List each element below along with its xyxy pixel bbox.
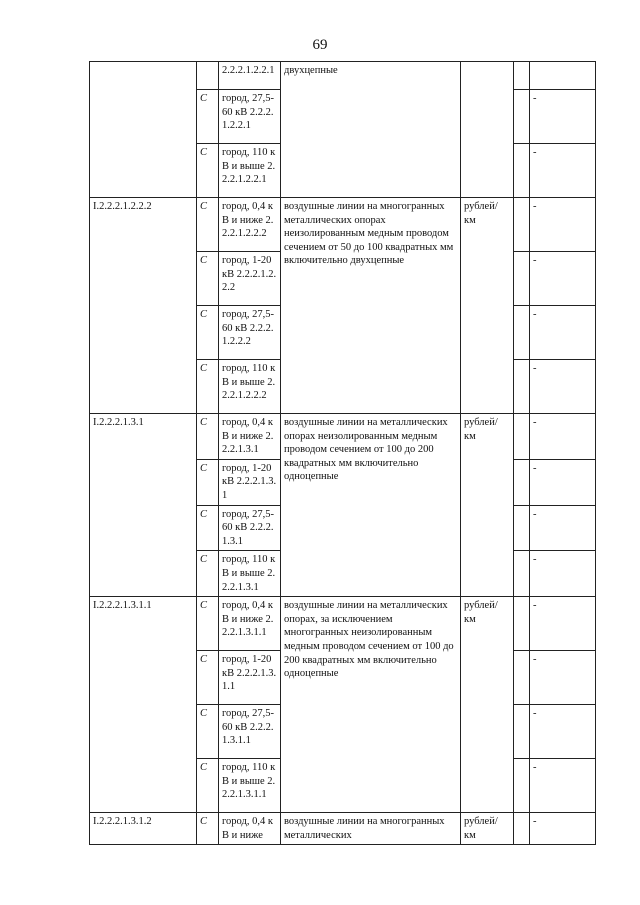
row-empty-cell <box>514 198 530 252</box>
row-value: - <box>530 505 596 551</box>
row-mode: город, 27,5-60 кВ 2.2.2.1.3.1 <box>219 505 281 551</box>
row-category: С <box>197 252 219 306</box>
row-empty-cell <box>514 459 530 505</box>
row-category: С <box>197 813 219 845</box>
row-value: - <box>530 360 596 414</box>
row-value <box>530 62 596 90</box>
row-description: воздушные линии на металлических опорах неизолированным медным проводом сечением от 100 до 200 квадратных мм включительно одноцепные <box>281 414 461 597</box>
row-category: С <box>197 90 219 144</box>
row-empty-cell <box>514 62 530 90</box>
row-category: С <box>197 198 219 252</box>
row-empty-cell <box>514 651 530 705</box>
row-mode: город, 110 кВ и выше 2.2.2.1.3.1.1 <box>219 759 281 813</box>
row-empty-cell <box>514 306 530 360</box>
row-description: двухцепные <box>281 62 461 198</box>
row-category <box>197 62 219 90</box>
row-description: воздушные линии на многогранных металлических опорах неизолированным медным проводом сечением от 50 до 100 квадратных мм включительно двухцепные <box>281 198 461 414</box>
row-unit: рублей/ км <box>461 597 514 813</box>
table-row <box>90 198 596 252</box>
row-code: I.2.2.2.1.3.1.1 <box>90 597 197 813</box>
row-description: воздушные линии на металлических опорах, за исключением многогранных неизолированным медным проводом сечением от 100 до 200 квадратных мм включительно одноцепные <box>281 597 461 813</box>
row-empty-cell <box>514 414 530 460</box>
row-mode: город, 0,4 кВ и ниже 2.2.2.1.3.1 <box>219 414 281 460</box>
row-mode: город, 1-20 кВ 2.2.2.1.3.1 <box>219 459 281 505</box>
row-mode: город, 0,4 кВ и ниже 2.2.2.1.2.2.2 <box>219 198 281 252</box>
row-category: С <box>197 144 219 198</box>
row-unit: рублей/ км <box>461 198 514 414</box>
row-empty-cell <box>514 144 530 198</box>
row-mode: город, 1-20 кВ 2.2.2.1.3.1.1 <box>219 651 281 705</box>
row-value: - <box>530 252 596 306</box>
row-category: С <box>197 360 219 414</box>
row-mode: город, 27,5-60 кВ 2.2.2.1.2.2.1 <box>219 90 281 144</box>
row-category: С <box>197 759 219 813</box>
row-value: - <box>530 459 596 505</box>
row-empty-cell <box>514 759 530 813</box>
row-empty-cell <box>514 597 530 651</box>
row-category: С <box>197 651 219 705</box>
row-value: - <box>530 551 596 597</box>
table-row <box>90 62 596 90</box>
row-value: - <box>530 306 596 360</box>
row-code: I.2.2.2.1.2.2.2 <box>90 198 197 414</box>
row-category: С <box>197 306 219 360</box>
row-category: С <box>197 597 219 651</box>
row-description: воздушные линии на многогранных металлических <box>281 813 461 845</box>
row-empty-cell <box>514 90 530 144</box>
table-row <box>90 414 596 460</box>
row-category: С <box>197 705 219 759</box>
row-mode: город, 110 кВ и выше 2.2.2.1.2.2.2 <box>219 360 281 414</box>
table-row <box>90 813 596 845</box>
tariff-table <box>89 61 596 845</box>
row-mode: город, 0,4 кВ и ниже 2.2.2.1.3.1.1 <box>219 597 281 651</box>
row-mode: город, 1-20 кВ 2.2.2.1.2.2.2 <box>219 252 281 306</box>
row-mode: 2.2.2.1.2.2.1 <box>219 62 281 90</box>
row-empty-cell <box>514 252 530 306</box>
row-unit: рублей/ км <box>461 813 514 845</box>
row-code <box>90 62 197 198</box>
row-empty-cell <box>514 705 530 759</box>
row-unit: рублей/ км <box>461 414 514 597</box>
row-mode: город, 110 кВ и выше 2.2.2.1.2.2.1 <box>219 144 281 198</box>
row-value: - <box>530 414 596 460</box>
row-category: С <box>197 414 219 460</box>
table-row <box>90 597 596 651</box>
row-code: I.2.2.2.1.3.1.2 <box>90 813 197 845</box>
row-value: - <box>530 813 596 845</box>
row-empty-cell <box>514 551 530 597</box>
row-empty-cell <box>514 505 530 551</box>
row-category: С <box>197 551 219 597</box>
row-category: С <box>197 459 219 505</box>
row-empty-cell <box>514 360 530 414</box>
row-mode: город, 110 кВ и выше 2.2.2.1.3.1 <box>219 551 281 597</box>
row-value: - <box>530 597 596 651</box>
row-unit <box>461 62 514 198</box>
row-code: I.2.2.2.1.3.1 <box>90 414 197 597</box>
row-empty-cell <box>514 813 530 845</box>
row-value: - <box>530 759 596 813</box>
page-number: 69 <box>312 37 328 53</box>
row-value: - <box>530 705 596 759</box>
row-category: С <box>197 505 219 551</box>
row-mode: город, 27,5-60 кВ 2.2.2.1.3.1.1 <box>219 705 281 759</box>
row-mode: город, 0,4 кВ и ниже <box>219 813 281 845</box>
row-value: - <box>530 198 596 252</box>
row-value: - <box>530 90 596 144</box>
row-mode: город, 27,5-60 кВ 2.2.2.1.2.2.2 <box>219 306 281 360</box>
row-value: - <box>530 144 596 198</box>
row-value: - <box>530 651 596 705</box>
